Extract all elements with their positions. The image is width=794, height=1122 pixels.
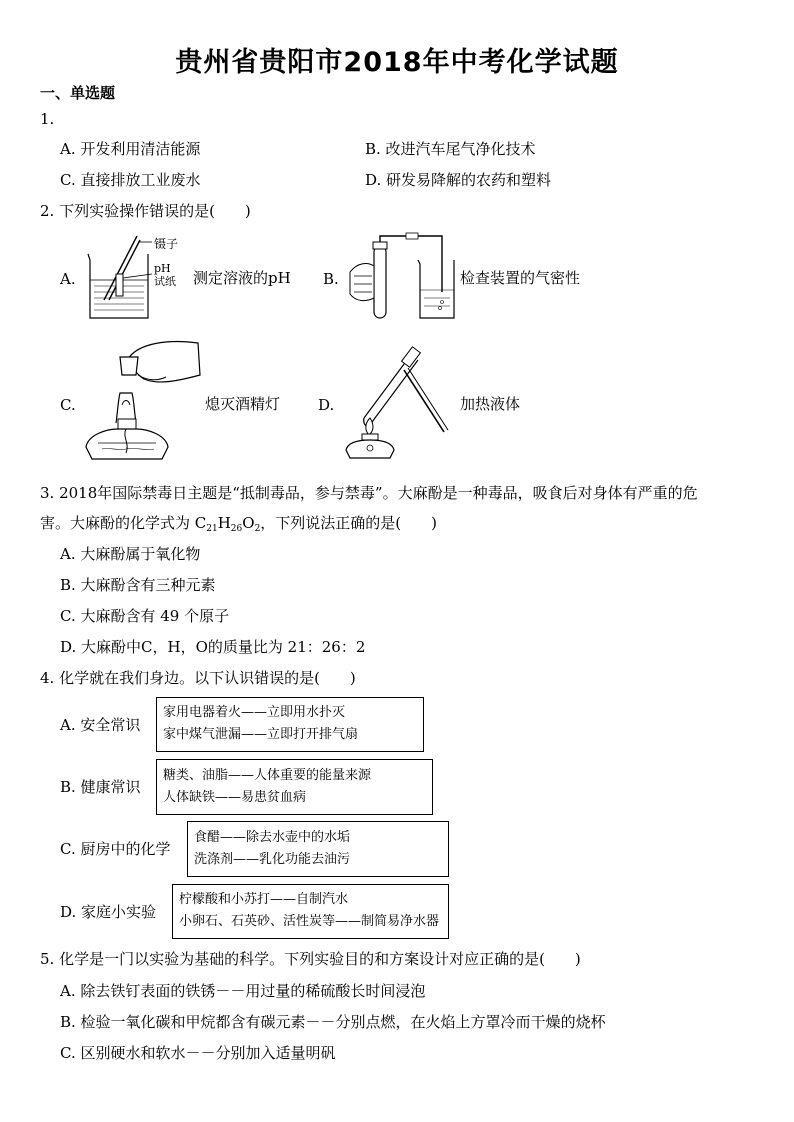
q4-option-c-line2: 洗涤剂——乳化功能去油污 <box>194 852 351 867</box>
q4-option-b-line2: 人体缺铁——易患贫血病 <box>163 790 307 805</box>
formula-o: O <box>242 514 255 532</box>
q5-stem: 5. 化学是一门以实验为基础的科学。下列实验目的和方案设计对应正确的是( ) <box>40 950 581 968</box>
q1-number: 1. <box>40 110 55 128</box>
page-title: 贵州省贵阳市2018年中考化学试题 <box>175 47 619 78</box>
section-heading: 一、单选题 <box>40 84 116 102</box>
q4-option-b-label[interactable]: B. 健康常识 <box>60 778 141 796</box>
q4-option-a-box <box>156 697 424 752</box>
q2-stem: 2. 下列实验操作错误的是( ) <box>40 202 251 220</box>
q2-option-d-caption: 加热液体 <box>460 395 521 413</box>
q2-option-b-letter[interactable]: B. <box>323 270 339 288</box>
ph-label: pH <box>154 262 171 275</box>
q4-option-d-line2: 小卵石、石英砂、活性炭等——制简易净水器 <box>179 914 440 929</box>
q3-option-d[interactable]: D. 大麻酚中C，H，O的质量比为 21：26：2 <box>60 638 366 656</box>
formula-h-subscript: 26 <box>230 524 243 534</box>
formula-c-subscript: 21 <box>206 524 218 534</box>
q2-option-d-letter[interactable]: D. <box>318 396 335 414</box>
q4-option-a-line2: 家中煤气泄漏——立即打开排气扇 <box>163 727 359 742</box>
q2-option-b-caption: 检查装置的气密性 <box>460 269 581 287</box>
q5-option-a[interactable]: A. 除去铁钉表面的铁锈－－用过量的稀硫酸长时间浸泡 <box>60 982 426 1000</box>
q2-option-c-letter[interactable]: C. <box>60 396 76 414</box>
q3-stem-line2-start: 害。大麻酚的化学式为 C <box>40 514 207 532</box>
ph-paper-label: 试纸 <box>154 275 176 288</box>
airtightness-check-figure <box>344 232 456 322</box>
q2-option-a-letter[interactable]: A. <box>60 270 76 288</box>
q3-stem-line2-end: ，下列说法正确的是( ) <box>260 514 438 532</box>
q4-option-b-box <box>156 759 433 815</box>
q1-option-a[interactable]: A. 开发利用清洁能源 <box>60 140 201 158</box>
q1-option-b[interactable]: B. 改进汽车尾气净化技术 <box>365 140 536 158</box>
q3-stem-line2 <box>40 514 437 538</box>
formula-o-subscript: 2 <box>254 524 261 534</box>
q4-option-c-line1: 食醋——除去水壶中的水垢 <box>194 830 351 845</box>
q3-option-a[interactable]: A. 大麻酚属于氧化物 <box>60 545 201 563</box>
alcohol-lamp-figure <box>78 335 208 465</box>
q1-option-d[interactable]: D. 研发易降解的农药和塑料 <box>365 171 552 189</box>
q4-option-d-box <box>172 884 449 939</box>
q5-option-b[interactable]: B. 检验一氧化碳和甲烷都含有碳元素－－分别点燃，在火焰上方罩冷而干燥的烧杯 <box>60 1013 606 1031</box>
q4-option-d-line1: 柠檬酸和小苏打——自制汽水 <box>179 892 349 907</box>
q2-option-a-caption: 测定溶液的pH <box>193 269 291 287</box>
q4-option-b-line1: 糖类、油脂——人体重要的能量来源 <box>163 768 372 783</box>
q4-option-d-label[interactable]: D. 家庭小实验 <box>60 903 157 921</box>
q5-option-c[interactable]: C. 区别硬水和软水－－分别加入适量明矾 <box>60 1044 336 1062</box>
q3-stem-line1: 3. 2018年国际禁毒日主题是“抵制毒品，参与禁毒”。大麻酚是一种毒品，吸食后对身体有严重的危 <box>40 484 698 502</box>
q4-stem: 4. 化学就在我们身边。以下认识错误的是( ) <box>40 669 356 687</box>
q3-option-b[interactable]: B. 大麻酚含有三种元素 <box>60 576 216 594</box>
tweezers-label: 镊子 <box>154 237 179 251</box>
q4-option-a-line1: 家用电器着火——立即用水扑灭 <box>163 705 346 720</box>
q4-option-c-label[interactable]: C. 厨房中的化学 <box>60 840 171 858</box>
formula-h: H <box>217 514 231 532</box>
q4-option-a-label[interactable]: A. 安全常识 <box>60 716 141 734</box>
q4-option-c-box <box>187 821 449 877</box>
q2-option-c-caption: 熄灭酒精灯 <box>205 395 281 413</box>
q1-option-c[interactable]: C. 直接排放工业废水 <box>60 171 201 189</box>
heating-liquid-figure <box>334 342 464 462</box>
q3-option-c[interactable]: C. 大麻酚含有 49 个原子 <box>60 607 230 625</box>
